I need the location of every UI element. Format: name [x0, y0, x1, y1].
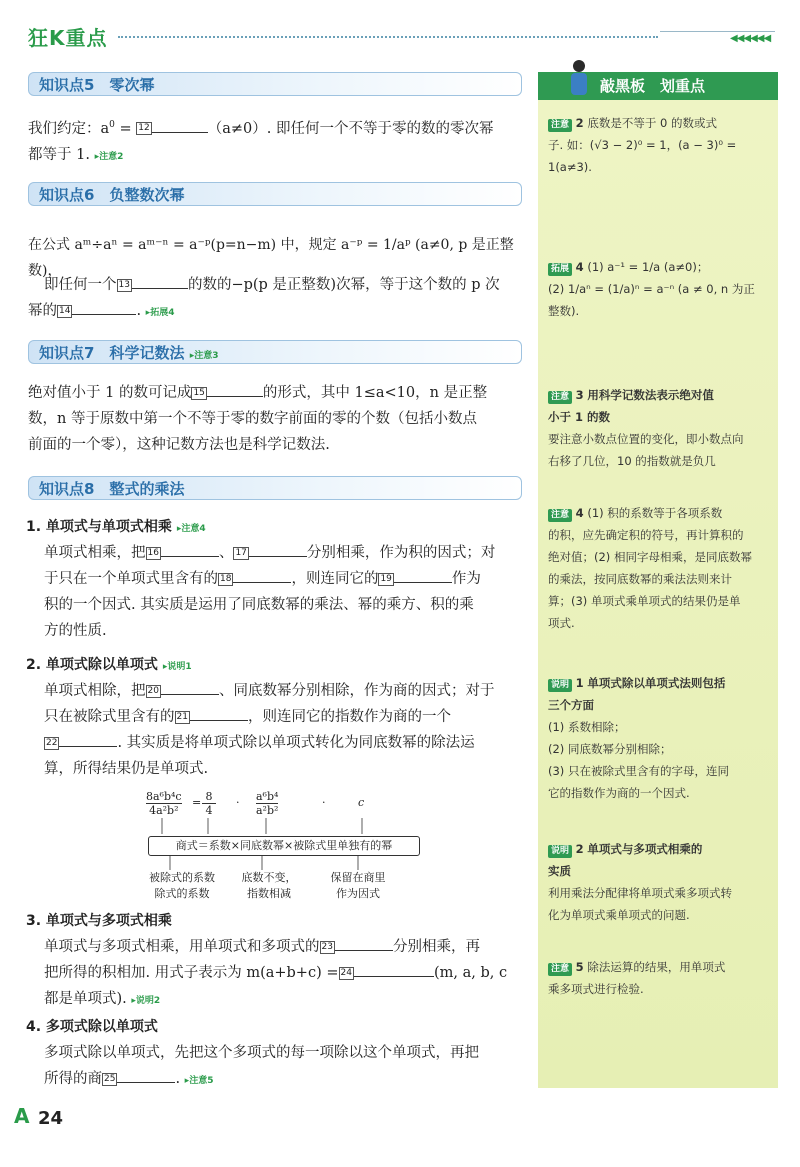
diagram-note-1: 被除式的系数 除式的系数: [149, 871, 215, 900]
sub-heading-3: 3. 单项式与多项式相乘: [26, 913, 172, 929]
s8-part2: 单项式相除，把 20 、同底数幂分别相除，作为商的因式；对于 只在被除式里含有的 21 ，则连同它的指数作为商的一个 22 . 其实质是将单项式除以单项式转化为同底数幂的除法运 算，所得结果仍是单项式.: [44, 678, 534, 782]
s8-part3: 单项式与多项式相乘，用单项式和多项式的 23 分别相乘，再 把所得的积相加. 用式子表示为 m(a+b+c) = 24 (m, a, b, c 都是单项式). ▸说明2: [44, 934, 534, 1014]
note-tag[interactable]: ▸注意2: [94, 151, 124, 162]
blank-number: 15: [193, 387, 205, 398]
diagram-fraction-3: a⁶b⁴ a²b²: [256, 790, 279, 817]
section-title-7: 知识点7 科学记数法 ▸注意3: [28, 340, 522, 364]
diagram-fraction-2: 8 4: [202, 790, 216, 817]
answer-blank[interactable]: [190, 706, 248, 721]
header-line: [660, 31, 775, 32]
sub-heading-2: 2. 单项式除以单项式 ▸说明1: [26, 657, 192, 673]
section-title-6: 知识点6 负整数次幂: [28, 182, 522, 206]
diagram-dot: ·: [236, 796, 240, 809]
diagram-c: c: [358, 796, 365, 809]
section-title-8: 知识点8 整式的乘法: [28, 476, 522, 500]
section-title-5: 知识点5 零次幂: [28, 72, 522, 96]
answer-blank[interactable]: [354, 962, 434, 977]
page-number: 24: [38, 1108, 64, 1129]
s6-formula-line: 在公式 aᵐ÷aⁿ = aᵐ⁻ⁿ = a⁻ᵖ(p=n−m) 中，规定 a⁻ᵖ = 1/aᵖ (a≠0, p 是正整数)，: [28, 237, 514, 279]
answer-blank[interactable]: [161, 542, 219, 557]
blank-number: 12: [138, 123, 150, 134]
panel-explain-2: 说明 2 单项式与多项式相乘的 实质 利用乘法分配律将单项式乘多项式转 化为单项式乘单项式的问题.: [548, 842, 732, 922]
answer-blank[interactable]: [207, 382, 263, 397]
s5-paragraph: 我们约定：$a^0 = 12$ （a≠0）. 即任何一个不等于零的数的零次幂 都等于 1. ▸注意2: [28, 112, 528, 170]
header-divider: [118, 36, 658, 38]
answer-blank[interactable]: [233, 568, 291, 583]
diagram-note-2: 底数不变， 指数相减: [241, 871, 297, 900]
s6-paragraph: 即任何一个 13 的数的−p(p 是正整数)次幂，等于这个数的 p 次: [44, 272, 534, 298]
blank-number: 14: [59, 305, 71, 316]
footer-logo-icon: A: [14, 1104, 30, 1128]
answer-blank[interactable]: [59, 732, 117, 747]
panel-note-3: 注意 3 用科学记数法表示绝对值 小于 1 的数 要注意小数点位置的变化，即小数点向 右移了几位，10 的指数就是负几: [548, 388, 744, 468]
diagram-rule-box: 商式＝系数×同底数幂×被除式里单独有的幂: [148, 836, 420, 856]
answer-blank[interactable]: [161, 680, 219, 695]
panel-extend-4: 拓展 4 (1) a⁻¹ = 1/a (a≠0)； (2) 1/aⁿ = (1/a)ⁿ = a⁻ⁿ (a ≠ 0, n 为正 整数).: [548, 260, 755, 318]
answer-blank[interactable]: [132, 274, 188, 289]
s8-part4: 多项式除以单项式，先把这个多项式的每一项除以这个单项式，再把 所得的商 25 . ▸注意5: [44, 1045, 479, 1087]
s8-part1: 单项式相乘，把 16 、 17 分别相乘，作为积的因式；对 于只在一个单项式里含有的 18 ，则连同它的 19 作为 积的一个因式. 其实质是运用了同底数幂的乘法、幂的乘方、积的乘 方的性质.: [44, 540, 534, 644]
diagram-equals: =: [192, 796, 202, 809]
teacher-icon: [566, 58, 592, 98]
answer-blank[interactable]: [249, 542, 307, 557]
answer-blank[interactable]: [394, 568, 452, 583]
sub-heading-1: 1. 单项式与单项式相乘 ▸注意4: [26, 519, 206, 535]
blank-number: 13: [118, 279, 130, 290]
panel-note-5: 注意 5 除法运算的结果，用单项式 乘多项式进行检验.: [548, 960, 726, 996]
panel-title: 敲黑板 划重点: [538, 72, 778, 100]
panel-explain-1: 说明 1 单项式除以单项式法则包括 三个方面 (1) 系数相除； (2) 同底数幂分别相除； (3) 只在被除式里含有的字母，连同 它的指数作为商的一个因式.: [548, 676, 729, 800]
s6-paragraph-end: 幂的 14 . ▸拓展4: [28, 298, 528, 326]
arrow-icon: ◀◀◀◀◀◀: [730, 33, 771, 44]
answer-blank[interactable]: [335, 936, 393, 951]
brand-logo: 狂K重点: [28, 26, 108, 50]
s7-paragraph: 绝对值小于 1 的数可记成 15 的形式，其中 1≤a<10，n 是正整 数，n 等于原数中第一个不等于零的数字前面的零的个数（包括小数点 前面的一个零），这种记数方法也是科学记数法.: [28, 380, 528, 458]
panel-note-2: 注意 2 底数是不等于 0 的数或式 子. 如：(√3 − 2)⁰ = 1，(a − 3)⁰ = 1(a≠3).: [548, 116, 737, 174]
answer-blank[interactable]: [72, 300, 136, 315]
diagram-fraction-1: 8a⁶b⁴c 4a²b²: [146, 790, 182, 817]
diagram-note-3: 保留在商里 作为因式: [330, 871, 386, 900]
diagram-dot-2: ·: [322, 796, 326, 809]
note-tag[interactable]: ▸拓展4: [145, 308, 175, 318]
answer-blank[interactable]: [117, 1068, 175, 1083]
answer-blank[interactable]: [152, 118, 208, 133]
sub-heading-4: 4. 多项式除以单项式: [26, 1019, 158, 1035]
panel-note-4: 注意 4 (1) 积的系数等于各项系数 的积，应先确定积的符号，再计算积的 绝对值；(2) 相同字母相乘，是同底数幂 的乘法，按同底数幂的乘法法则来计 算；(3) 单项式乘单项式的结果仍是单 项式.: [548, 506, 752, 630]
